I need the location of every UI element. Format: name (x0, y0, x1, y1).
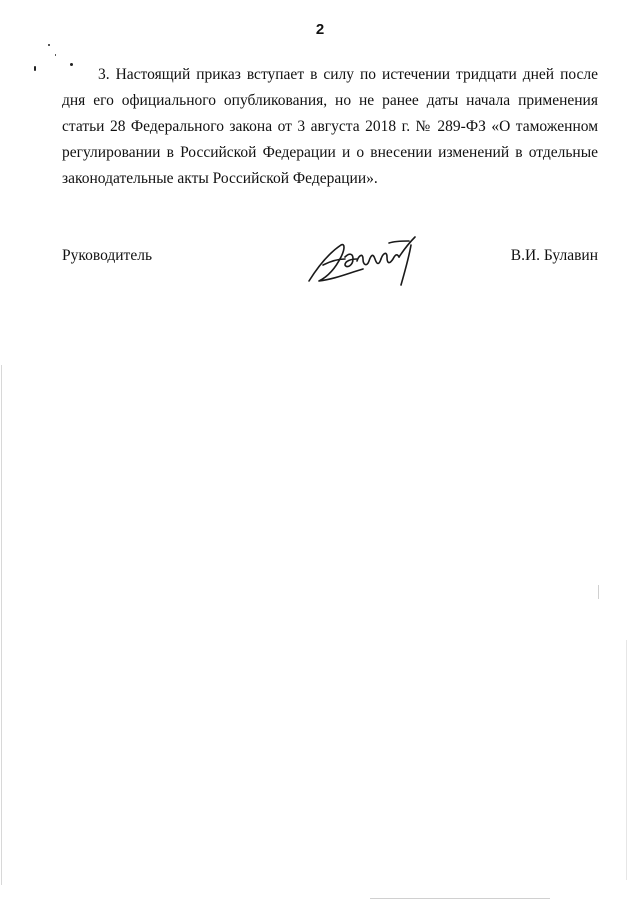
scan-mark (370, 898, 550, 899)
signature-block (62, 243, 598, 303)
signer-title: Руководитель (62, 247, 153, 264)
scan-edge-line (1, 365, 2, 885)
scan-mark (626, 640, 627, 880)
body-paragraph: 3. Настоящий приказ вступает в силу по истечении тридцати дней после дня его официального опубликования, но не ранее даты начала применения статьи 28 Федерального закона от 3 августа 2018 г. № 289-ФЗ «О таможенном регулировании в Российской Федерации и о внесении изменений в отдельные законодательные акты Российской Федерации». (62, 66, 598, 187)
signer-name: В.И. Булавин (510, 247, 598, 264)
scan-speck (34, 66, 36, 71)
scan-mark (598, 585, 599, 599)
page-number: 2 (315, 21, 325, 38)
handwritten-signature (305, 235, 425, 291)
scan-speck (55, 54, 56, 56)
scan-speck (48, 44, 50, 46)
